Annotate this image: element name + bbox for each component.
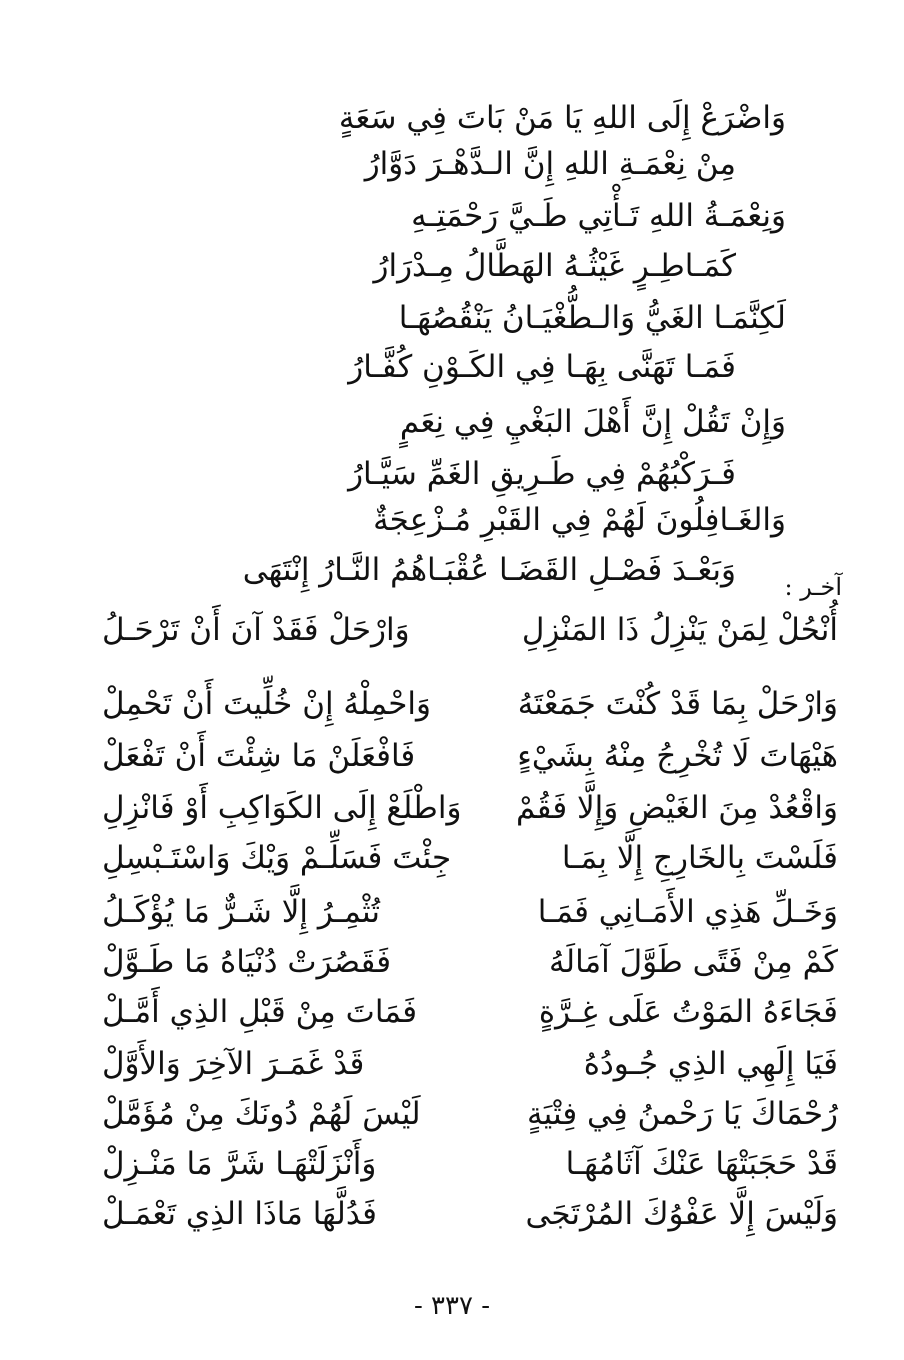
poem1-line-4: كَمَـاطِـرٍ غَيْثُـهُ الهَطَّالُ مِـدْرَارُ (373, 248, 736, 284)
poem1-line-5: لَكِنَّمَـا الغَيُّ وَالـطُّغْيَـانُ يَنْقُصُهَـا (398, 300, 786, 336)
poem2-row-10-right: رُحْمَاكَ يَا رَحْمنُ فِي فِتْيَةٍ (527, 1096, 838, 1132)
poem2-row-11-left: وَأَنْزَلَتْهَـا شَرَّ مَا مَنْـزِلْ (102, 1146, 377, 1182)
poem2-row-3-right: هَيْهَاتَ لَا تُخْرِجُ مِنْهُ بِشَيْءٍ (517, 738, 838, 774)
poem2-row-1-left: وَارْحَلْ فَقَدْ آنَ أَنْ تَرْحَـلُ (102, 612, 410, 648)
poem2-row-2-left: وَاحْمِلْهُ إِنْ خُلِّيتَ أَنْ تَحْمِلْ (102, 686, 431, 722)
poem2-row-10-left: لَيْسَ لَهُمْ دُونَكَ مِنْ مُؤَمَّلْ (102, 1096, 421, 1132)
poem2-row-12-left: فَدُلَّهَا مَاذَا الذِي تَعْمَـلْ (102, 1196, 377, 1232)
poem2-row-2-right: وَارْحَلْ بِمَا قَدْ كُنْتَ جَمَعْتَهُ (517, 686, 838, 722)
poem1-line-8: فَـرَكْبُهُمْ فِي طَـرِيقِ الغَمِّ سَيَّـارُ (348, 456, 736, 492)
poem2-row-1-right: أُنْحُلْ لِمَنْ يَنْزِلُ ذَا المَنْزِلِ (521, 612, 838, 648)
poem2-row-8-right: فَجَاءَهُ المَوْتُ عَلَى غِـرَّةٍ (538, 994, 838, 1030)
poem2-row-9-right: فَيَا إِلَهِي الذِي جُـودُهُ (583, 1046, 838, 1082)
poem2-row-7-right: كَمْ مِنْ فَتًى طَوَّلَ آمَالَهُ (549, 944, 838, 980)
poem2-row-4-right: وَاقْعُدْ مِنَ الغَيْضِ وَإِلَّا فَقُمْ (516, 790, 838, 826)
poem1-line-9: وَالغَـافِلُونَ لَهُمْ فِي القَبْرِ مُـزْعِجَةٌ (373, 502, 786, 538)
poem2-row-9-left: قَدْ غَمَـرَ الآخِرَ وَالأَوَّلْ (102, 1046, 365, 1082)
section-label: آخـر : (784, 573, 842, 601)
poem1-line-1: وَاضْرَعْ إِلَى اللهِ يَا مَنْ بَاتَ فِي سَعَةٍ (338, 100, 786, 136)
page-number: - ٣٣٧ - (413, 1291, 491, 1321)
poem1-line-3: وَنِعْمَـةُ اللهِ تَـأْتِي طَـيَّ رَحْمَتِـهِ (411, 198, 786, 234)
poem2-row-6-right: وَخَـلِّ هَذِي الأَمَـانِي فَمَـا (537, 894, 838, 930)
poem1-line-10: وَبَعْـدَ فَصْـلِ القَضَـا عُقْبَـاهُمُ النَّـارُ إِنْتَهَى (242, 552, 736, 588)
poem1-line-6: فَمَـا تَهَنَّى بِهَـا فِي الكَـوْنِ كُفَّـارُ (348, 349, 736, 385)
poem2-row-4-left: وَاطْلَعْ إِلَى الكَوَاكِبِ أَوْ فَانْزِلِ (102, 790, 462, 826)
poem1-line-2: مِنْ نِعْمَـةِ اللهِ إِنَّ الـدَّهْـرَ دَوَّارُ (364, 146, 736, 182)
poem2-row-5-right: فَلَسْتَ بِالخَارِجِ إِلَّا بِمَـا (561, 840, 838, 876)
poem2-row-8-left: فَمَاتَ مِنْ قَبْلِ الذِي أَمَّـلْ (102, 994, 418, 1030)
poem2-row-12-right: وَلَيْسَ إِلَّا عَفْوُكَ المُرْتَجَى (525, 1196, 838, 1232)
poem2-row-11-right: قَدْ حَجَبَتْهَا عَنْكَ آثَامُهَـا (565, 1146, 838, 1182)
poem2-row-6-left: تُثْمِـرُ إِلَّا شَـرٌّ مَا يُؤْكَـلُ (102, 894, 380, 930)
poem1-line-7: وَإِنْ تَقُلْ إِنَّ أَهْلَ البَغْيِ فِي نِعَمٍ (399, 404, 786, 440)
poem2-row-7-left: فَقَصُرَتْ دُنْيَاهُ مَا طَـوَّلْ (102, 944, 392, 980)
poem2-row-5-left: جِئْتَ فَسَلِّـمْ وَيْكَ وَاسْتَـبْسِلِ (102, 840, 452, 876)
poem2-row-3-left: فَافْعَلَنْ مَا شِئْتَ أَنْ تَفْعَلْ (102, 738, 416, 774)
